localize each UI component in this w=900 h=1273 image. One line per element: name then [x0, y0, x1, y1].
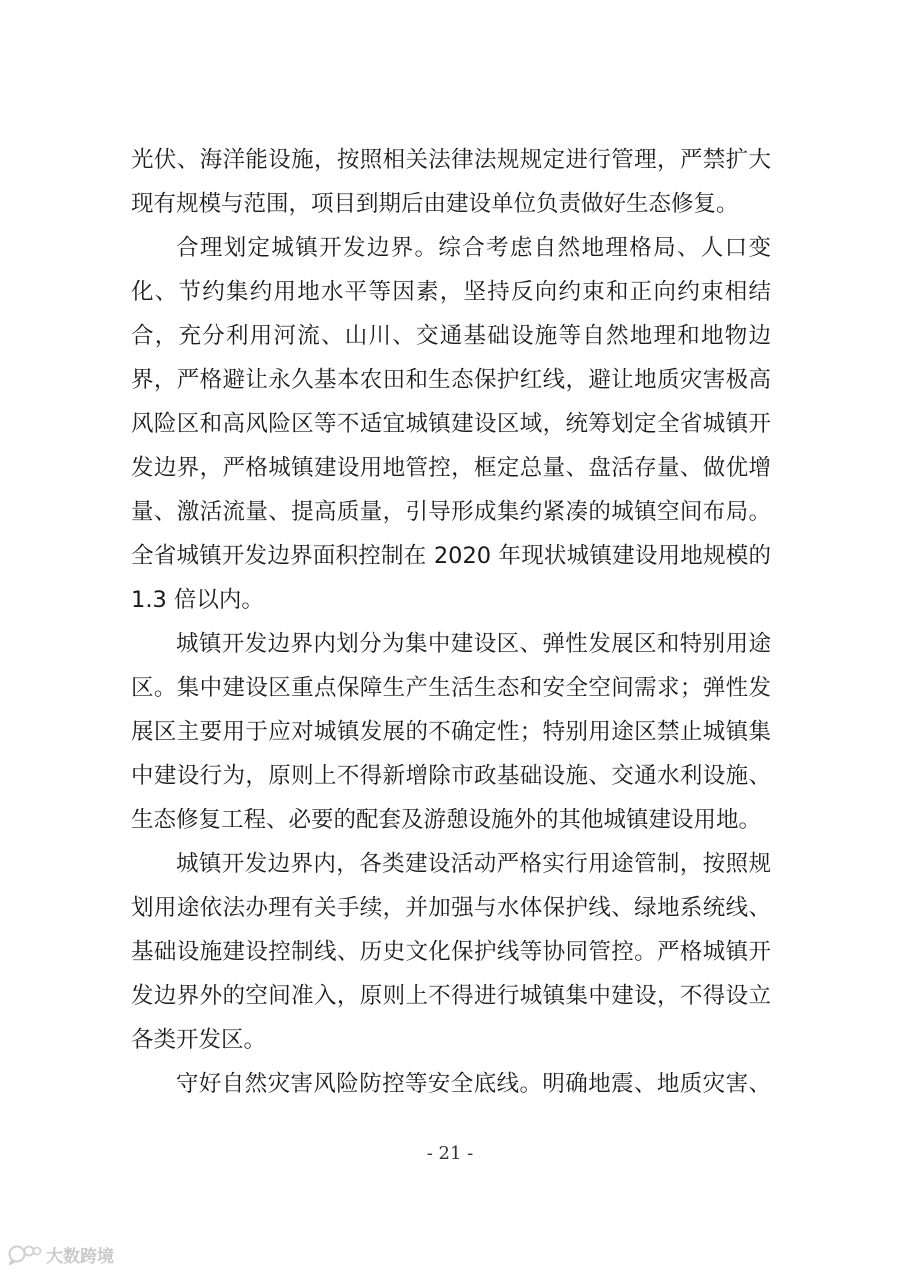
text-line: 基础设施建设控制线、历史文化保护线等协同管控。严格城镇开 — [131, 939, 771, 965]
text-line: 量、激活流量、提高质量，引导形成集约紧凑的城镇空间布局。 — [131, 499, 771, 525]
watermark — [8, 1242, 114, 1266]
text-line: 区。集中建设区重点保障生产生活生态和安全空间需求；弹性发 — [131, 675, 771, 701]
paragraph-heading-line: 合理划定城镇开发边界。综合考虑自然地理格局、人口变 — [176, 235, 771, 261]
chat-bubble-logo-icon — [8, 1243, 42, 1265]
text-line: 风险区和高风险区等不适宜城镇建设区域，统筹划定全省城镇开 — [131, 411, 771, 437]
text-line: 发边界外的空间准入，原则上不得进行城镇集中建设，不得设立 — [131, 983, 771, 1009]
text-line: 界，严格避让永久基本农田和生态保护红线，避让地质灾害极高 — [131, 367, 771, 393]
text-line: 合，充分利用河流、山川、交通基础设施等自然地理和地物边 — [131, 323, 771, 349]
paragraph-heading-line: 守好自然灾害风险防控等安全底线。明确地震、地质灾害、 — [176, 1071, 771, 1097]
text-line: 生态修复工程、必要的配套及游憩设施外的其他城镇建设用地。 — [131, 807, 762, 833]
text-line: 1.3 倍以内。 — [131, 587, 264, 613]
text-line: 发边界，严格城镇建设用地管控，框定总量、盘活存量、做优增 — [131, 455, 771, 481]
text-line: 化、节约集约用地水平等因素，坚持反向约束和正向约束相结 — [131, 279, 771, 305]
text-line: 光伏、海洋能设施，按照相关法律法规规定进行管理，严禁扩大 — [131, 147, 771, 173]
text-line: 全省城镇开发边界面积控制在 2020 年现状城镇建设用地规模的 — [131, 543, 771, 569]
text-line: 划用途依法办理有关手续，并加强与水体保护线、绿地系统线、 — [131, 895, 771, 921]
text-line: 各类开发区。 — [131, 1027, 267, 1053]
text-line: 展区主要用于应对城镇发展的不确定性；特别用途区禁止城镇集 — [131, 719, 771, 745]
text-line: 中建设行为，原则上不得新增除市政基础设施、交通水利设施、 — [131, 763, 771, 789]
page-number: - 21 - — [426, 1143, 474, 1164]
watermark-text: 大数跨境 — [46, 1246, 114, 1267]
text-line: 现有规模与范围，项目到期后由建设单位负责做好生态修复。 — [131, 191, 739, 217]
paragraph-first-line: 城镇开发边界内划分为集中建设区、弹性发展区和特别用途 — [176, 631, 771, 657]
paragraph-first-line: 城镇开发边界内，各类建设活动严格实行用途管制，按照规 — [176, 851, 771, 877]
